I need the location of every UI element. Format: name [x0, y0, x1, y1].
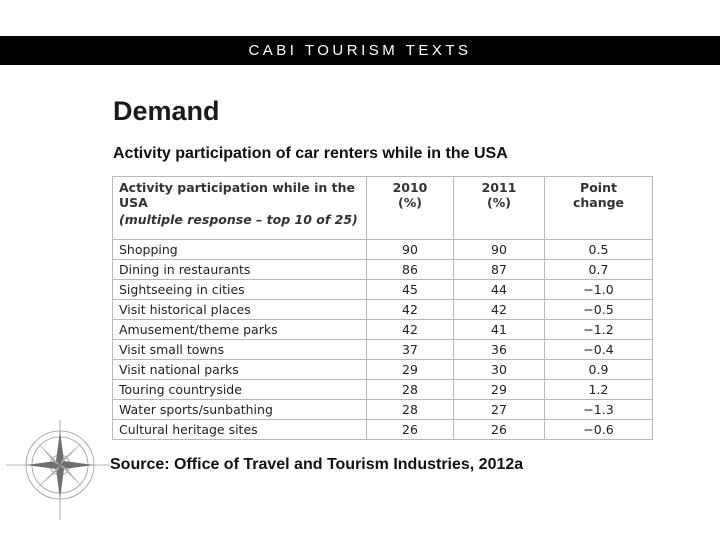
table-row — [113, 340, 653, 360]
table-row — [113, 300, 653, 320]
banner-title: CABI TOURISM TEXTS — [248, 42, 472, 59]
cell-activity: Touring countryside — [113, 380, 367, 400]
table-row — [113, 360, 653, 380]
header-2011-year: 2011 — [481, 180, 517, 195]
source-citation: Source: Office of Travel and Tourism Industries, 2012a — [110, 456, 524, 473]
cell-activity: Visit historical places — [113, 300, 367, 320]
cell-2010: 45 — [367, 280, 454, 300]
table-row — [113, 400, 653, 420]
cell-2010: 86 — [367, 260, 454, 280]
table-body — [113, 240, 653, 440]
table-row — [113, 280, 653, 300]
cell-change: 1.2 — [545, 380, 653, 400]
cell-2010: 42 — [367, 320, 454, 340]
cell-2011: 27 — [454, 400, 545, 420]
cell-activity: Dining in restaurants — [113, 260, 367, 280]
cell-activity: Water sports/sunbathing — [113, 400, 367, 420]
cell-2011: 42 — [454, 300, 545, 320]
cell-activity: Shopping — [113, 240, 367, 260]
cell-activity: Visit national parks — [113, 360, 367, 380]
cell-change: 0.5 — [545, 240, 653, 260]
cell-2011: 41 — [454, 320, 545, 340]
header-activity-note: (multiple response – top 10 of 25) — [119, 212, 358, 227]
cell-2011: 87 — [454, 260, 545, 280]
table-row — [113, 240, 653, 260]
cell-2011: 90 — [454, 240, 545, 260]
cell-2011: 29 — [454, 380, 545, 400]
cell-2010: 90 — [367, 240, 454, 260]
cell-change: 0.9 — [545, 360, 653, 380]
header-2010-year: 2010 — [392, 180, 428, 195]
header-banner — [0, 36, 720, 65]
header-activity-label: Activity participation while in the USA — [119, 180, 355, 210]
cell-activity: Amusement/theme parks — [113, 320, 367, 340]
header-2010 — [367, 177, 454, 240]
header-2010-unit: (%) — [398, 195, 422, 210]
cell-change: 0.7 — [545, 260, 653, 280]
cell-activity: Sightseeing in cities — [113, 280, 367, 300]
cell-2010: 28 — [367, 400, 454, 420]
cell-2011: 30 — [454, 360, 545, 380]
table-header-row — [113, 177, 653, 240]
cell-2010: 42 — [367, 300, 454, 320]
data-table-container — [112, 176, 652, 440]
header-2011-unit: (%) — [487, 195, 511, 210]
cell-2011: 26 — [454, 420, 545, 440]
cell-activity: Visit small towns — [113, 340, 367, 360]
table-row — [113, 260, 653, 280]
compass-rose-icon — [0, 420, 110, 530]
cell-change: −1.0 — [545, 280, 653, 300]
slide-subtitle: Activity participation of car renters while in the USA — [113, 145, 508, 162]
slide-title: Demand — [113, 96, 220, 126]
cell-change: −0.4 — [545, 340, 653, 360]
cell-change: −1.2 — [545, 320, 653, 340]
header-change-line2: change — [572, 195, 625, 210]
cell-change: −0.6 — [545, 420, 653, 440]
cell-2010: 28 — [367, 380, 454, 400]
cell-2010: 29 — [367, 360, 454, 380]
header-change-line1: Point — [580, 180, 617, 195]
activity-table — [112, 176, 653, 440]
cell-2010: 26 — [367, 420, 454, 440]
table-row — [113, 380, 653, 400]
cell-2010: 37 — [367, 340, 454, 360]
cell-change: −1.3 — [545, 400, 653, 420]
header-change — [545, 177, 653, 240]
table-row — [113, 320, 653, 340]
cell-activity: Cultural heritage sites — [113, 420, 367, 440]
header-activity — [113, 177, 367, 240]
table-row — [113, 420, 653, 440]
cell-2011: 36 — [454, 340, 545, 360]
cell-2011: 44 — [454, 280, 545, 300]
header-2011 — [454, 177, 545, 240]
cell-change: −0.5 — [545, 300, 653, 320]
